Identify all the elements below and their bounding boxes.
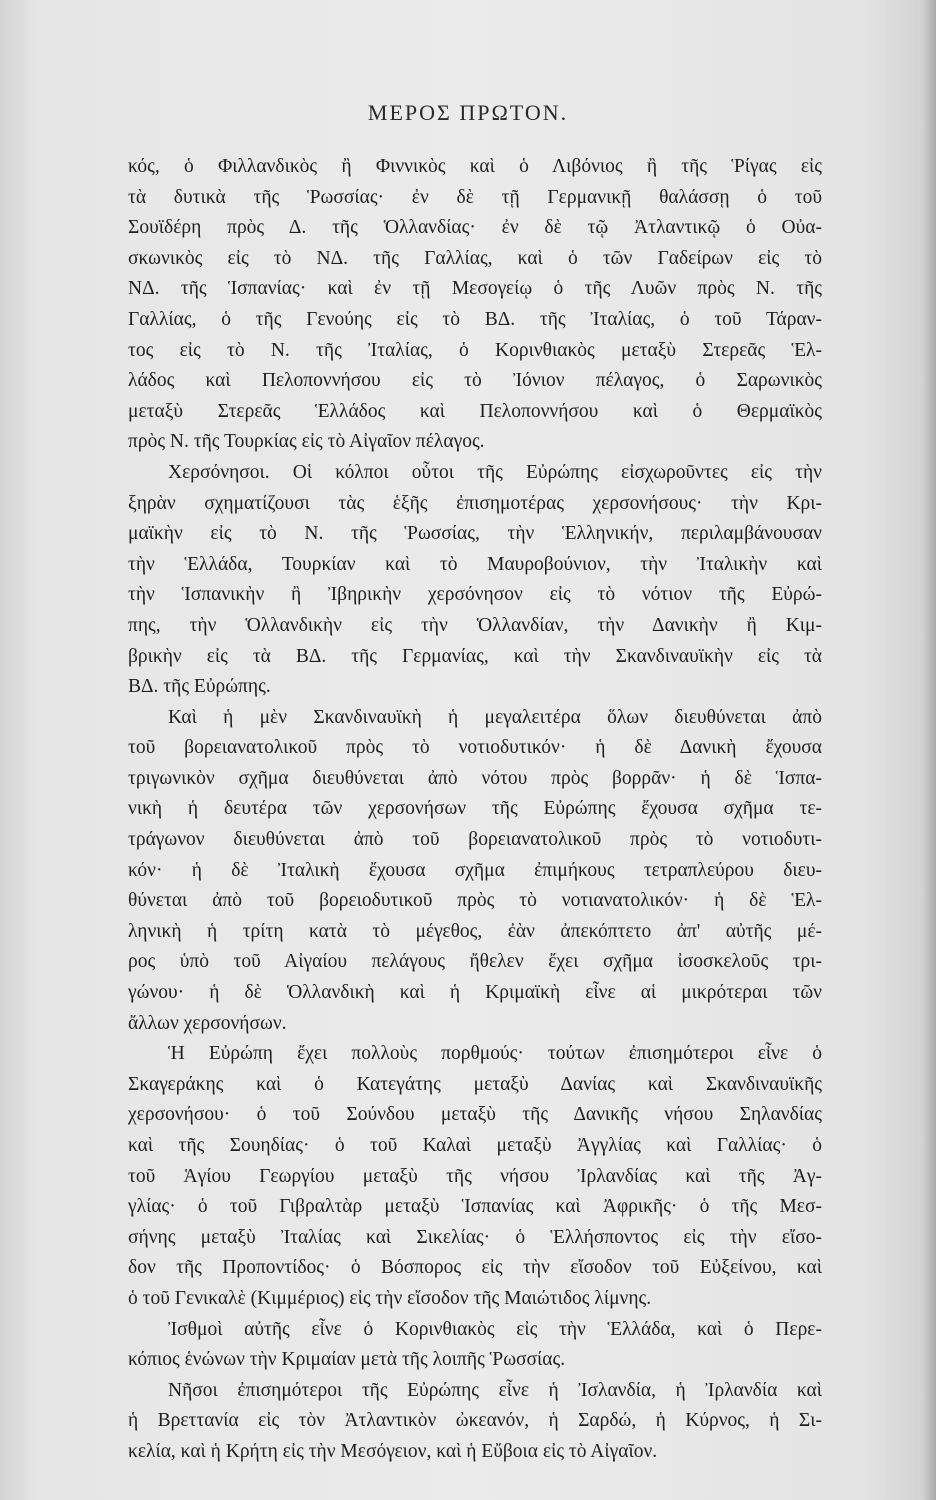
paragraph-peninsula-shapes (128, 703, 822, 1040)
text-line: τος εἰς τὸ Ν. τῆς Ἰταλίας, ὁ Κορινθιακὸς μεταξὺ Στερεᾶς Ἑλ- (128, 339, 822, 361)
text-line: ληνικὴ ἡ τρίτη κατὰ τὸ μέγεθος, ἐὰν ἀπεκόπτετο ἀπ' αὐτῆς μέ- (128, 920, 822, 942)
paragraph-gulfs-continued (128, 152, 822, 458)
text-line: πης, τὴν Ὁλλανδικὴν εἰς τὴν Ὁλλανδίαν, τὴν Δανικὴν ἢ Κιμ- (128, 614, 822, 636)
text-line: κός, ὁ Φιλλανδικὸς ἢ Φιννικὸς καὶ ὁ Λιβόνιος ἢ τῆς Ῥίγας εἰς (128, 156, 822, 177)
text-line: ἄλλων χερσονήσων. (128, 1012, 287, 1034)
text-line: καὶ τῆς Σουηδίας· ὁ τοῦ Καλαὶ μεταξὺ Ἀγγλίας καὶ Γαλλίας· ὁ (128, 1135, 822, 1156)
text-line: μαϊκὴν εἰς τὸ Ν. τῆς Ῥωσσίας, τὴν Ἑλληνικήν, περιλαμβάνουσαν (128, 523, 822, 545)
text-line: ΒΔ. τῆς Εὐρώπης. (128, 676, 271, 698)
paragraph-isthmi (128, 1315, 822, 1376)
text-line: πρὸς Ν. τῆς Τουρκίας εἰς τὸ Αἰγαῖον πέλαγος. (128, 431, 485, 453)
text-line: λάδος καὶ Πελοποννήσου εἰς τὸ Ἰόνιον πέλαγος, ὁ Σαρωνικὸς (128, 370, 822, 392)
text-line: τὰ δυτικὰ τῆς Ῥωσσίας· ἐν δὲ τῇ Γερμανικῇ θαλάσσῃ ὁ τοῦ (128, 186, 822, 208)
text-line: χερσονήσου· ὁ τοῦ Σούνδου μεταξὺ τῆς Δανικῆς νήσου Σηλανδίας (128, 1104, 822, 1126)
text-line: θύνεται ἀπὸ τοῦ βορειοδυτικοῦ πρὸς τὸ νοτιανατολικόν· ἡ δὲ Ἑλ- (128, 890, 822, 912)
text-line: κόπιος ἑνώνων τὴν Κριμαίαν μετὰ τῆς λοιπῆς Ῥωσσίας. (128, 1349, 566, 1371)
text-line: τὴν Ἱσπανικὴν ἢ Ἰβηρικὴν χερσόνησον εἰς τὸ νότιον τῆς Εὐρώ- (128, 584, 822, 606)
body-text (128, 152, 822, 1468)
text-line: ὁ τοῦ Γενικαλὲ (Κιμμέριος) εἰς τὴν εἴσοδον τῆς Μαιώτιδος λίμνης. (128, 1287, 652, 1309)
text-line: ξηρὰν σχηματίζουσι τὰς ἑξῆς ἐπισημοτέρας χερσονήσους· τὴν Κρι- (128, 492, 822, 514)
text-line: ρος ὑπὸ τοῦ Αἰγαίου πελάγους ἤθελεν ἔχει σχῆμα ἰσοσκελοῦς τρι- (128, 951, 822, 973)
text-line: τριγωνικὸν σχῆμα διευθύνεται ἀπὸ νότου πρὸς βορρᾶν· ἡ δὲ Ἱσπα- (128, 767, 822, 789)
text-line: Ἡ Εὐρώπη ἔχει πολλοὺς πορθμούς· τούτων ἐπισημότεροι εἶνε ὁ (168, 1043, 822, 1065)
text-line: γλίας· ὁ τοῦ Γιβραλτὰρ μεταξὺ Ἱσπανίας καὶ Ἀφρικῆς· ὁ τῆς Μεσ- (128, 1196, 822, 1218)
paragraph-peninsulas (128, 458, 822, 703)
text-line: κελία, καὶ ἡ Κρήτη εἰς τὴν Μεσόγειον, καὶ ἡ Εὔβοια εἰς τὸ Αἰγαῖον. (128, 1440, 658, 1462)
running-title: ΜΕΡΟΣ ΠΡΩΤΟΝ. (367, 100, 569, 125)
text-line: Καὶ ἡ μὲν Σκανδιναυϊκὴ ἡ μεγαλειτέρα ὅλων διευθύνεται ἀπὸ (168, 706, 822, 728)
text-line: Γαλλίας, ὁ τῆς Γενούης εἰς τὸ ΒΔ. τῆς Ἰταλίας, ὁ τοῦ Τάραν- (128, 308, 822, 330)
text-line: Ἰσθμοὶ αὐτῆς εἶνε ὁ Κορινθιακὸς εἰς τὴν Ἑλλάδα, καὶ ὁ Περε- (168, 1318, 822, 1340)
text-line: τὴν Ἑλλάδα, Τουρκίαν καὶ τὸ Μαυροβούνιον, τὴν Ἰταλικὴν καὶ (128, 553, 822, 575)
text-line: νικὴ ἡ δευτέρα τῶν χερσονήσων τῆς Εὐρώπης ἔχουσα σχῆμα τε- (128, 798, 822, 820)
text-line: γώνου· ἡ δὲ Ὁλλανδικὴ καὶ ἡ Κριμαϊκὴ εἶνε αἱ μικρότεραι τῶν (128, 982, 822, 1004)
text-line: κόν· ἡ δὲ Ἰταλικὴ ἔχουσα σχῆμα ἐπιμήκους τετραπλεύρου διευ- (128, 859, 822, 881)
text-line: σκωνικὸς εἰς τὸ ΝΔ. τῆς Γαλλίας, καὶ ὁ τῶν Γαδείρων εἰς τὸ (128, 247, 822, 269)
page-edge-shadow (922, 0, 936, 1500)
text-line: βρικὴν εἰς τὰ ΒΔ. τῆς Γερμανίας, καὶ τὴν Σκανδιναυϊκὴν εἰς τὰ (128, 645, 822, 667)
text-line: μεταξὺ Στερεᾶς Ἑλλάδος καὶ Πελοποννήσου καὶ ὁ Θερμαϊκὸς (128, 400, 822, 422)
paragraph-straits (128, 1039, 822, 1314)
paragraph-islands (128, 1376, 822, 1468)
text-line: δον τῆς Προποντίδος· ὁ Βόσπορος εἰς τὴν εἴσοδον τοῦ Εὐξείνου, καὶ (128, 1257, 822, 1279)
text-line: τοῦ βορειανατολικοῦ πρὸς τὸ νοτιοδυτικόν· ἡ δὲ Δανικὴ ἔχουσα (128, 737, 822, 759)
text-line: Χερσόνησοι. Οἱ κόλποι οὗτοι τῆς Εὐρώπης εἰσχωροῦντες εἰς τὴν (168, 461, 822, 483)
text-line: Νῆσοι ἐπισημότεροι τῆς Εὐρώπης εἶνε ἡ Ἰσλανδία, ἡ Ἰρλανδία καὶ (168, 1379, 822, 1401)
text-line: Σουϊδέρη πρὸς Δ. τῆς Ὁλλανδίας· ἐν δὲ τῷ Ἀτλαντικῷ ὁ Οὐα- (128, 217, 822, 239)
text-line: τράγωνον διευθύνεται ἀπὸ τοῦ βορειανατολικοῦ πρὸς τὸ νοτιοδυτι- (128, 829, 822, 851)
text-line: Σκαγεράκης καὶ ὁ Κατεγάτης μεταξὺ Δανίας καὶ Σκανδιναυϊκῆς (128, 1073, 822, 1095)
text-line: ἡ Βρεττανία εἰς τὸν Ἀτλαντικὸν ὠκεανόν, ἡ Σαρδώ, ἡ Κύρνος, ἡ Σι- (128, 1410, 822, 1432)
text-line: ΝΔ. τῆς Ἱσπανίας· καὶ ἐν τῇ Μεσογείῳ ὁ τῆς Λυῶν πρὸς Ν. τῆς (128, 278, 822, 300)
text-line: σήνης μεταξὺ Ἰταλίας καὶ Σικελίας· ὁ Ἑλλήσποντος εἰς τὴν εἴσο- (128, 1226, 822, 1248)
text-line: τοῦ Ἁγίου Γεωργίου μεταξὺ τῆς νήσου Ἰρλανδίας καὶ τῆς Ἀγ- (128, 1165, 822, 1187)
